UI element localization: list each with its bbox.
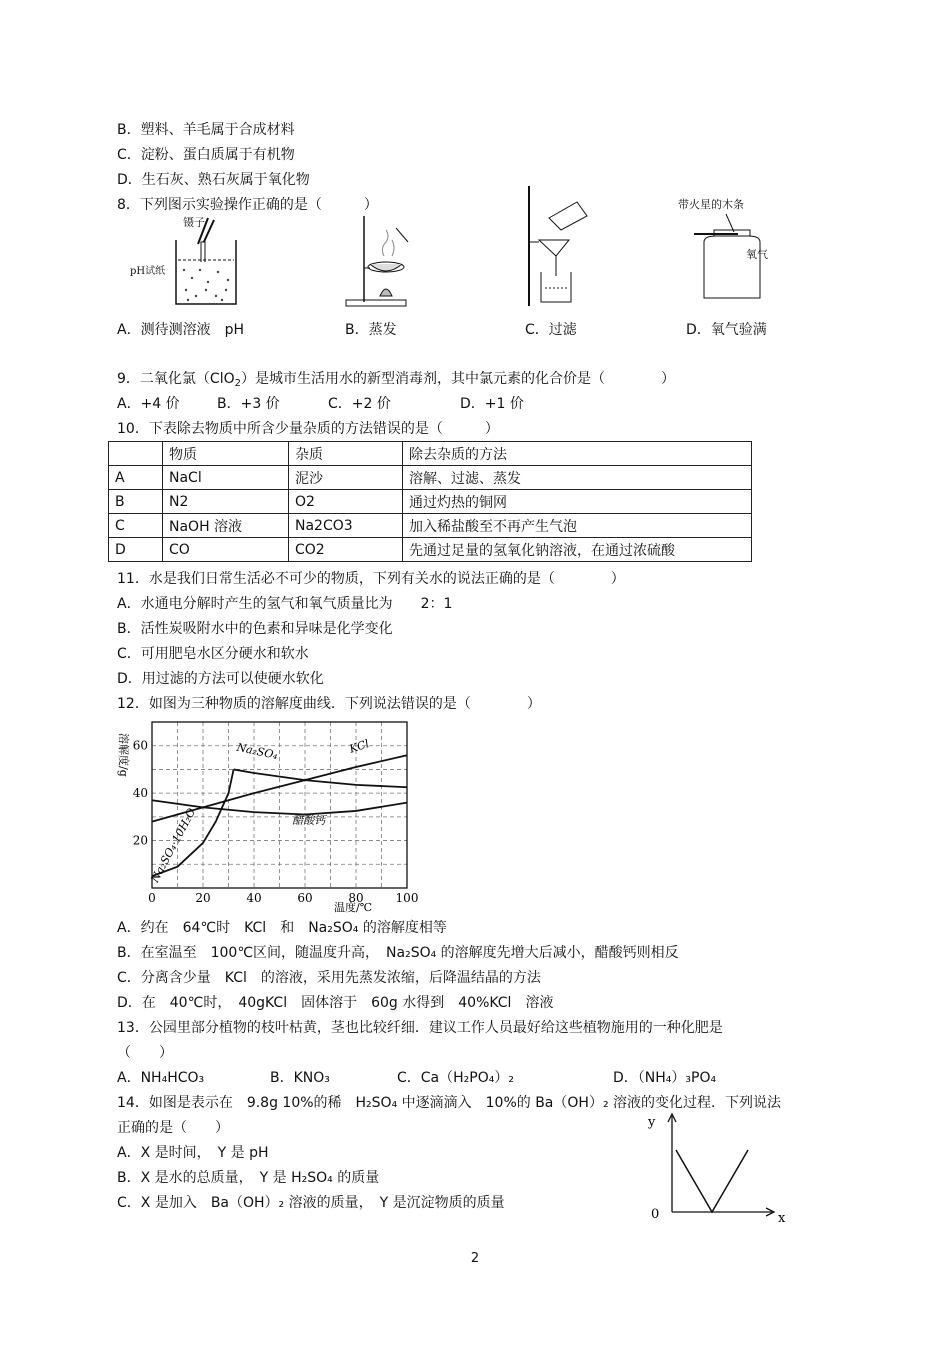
q8-option-a: A．测待测溶液 pH [117,322,244,338]
table-header: 杂质 [289,442,403,466]
q13-option-d: D．（NH₄）₃PO₄ [613,1070,717,1086]
table-row: C NaOH 溶液 Na2CO3 加入稀盐酸至不再产生气泡 [109,514,752,538]
x-tick-label: 20 [195,891,211,905]
x-tick-label: 100 [395,891,419,905]
q12-option-b: B．在室温至 100℃区间，随温度升高， Na₂SO₄ 的溶解度先增大后减小，醋酸钙则相反 [117,945,679,961]
q11-option-d: D．用过滤的方法可以使硬水软化 [117,671,324,687]
series-label: Na₂SO₄·10H₂O [148,806,199,885]
q7-option-c: C．淀粉、蛋白质属于有机物 [117,147,295,163]
q7-option-d: D．生石灰、熟石灰属于氧化物 [117,172,310,188]
ph-test-figure [128,212,258,312]
y-axis-label: y [648,1115,656,1130]
x-ticks [148,891,418,905]
q13-option-b: B．KNO₃ [270,1070,330,1086]
solubility-chart [112,717,422,915]
page-number: 2 [470,1251,480,1266]
xy-chart [640,1108,790,1224]
q9-option-a: A．+4 价 [117,396,180,412]
q8-option-b: B．蒸发 [345,322,397,338]
table-row: B N2 O2 通过灼热的铜网 [109,490,752,514]
series-label: Na₂SO₄ [235,740,279,763]
filtration-figure [515,182,595,312]
q10-stem: 10．下表除去物质中所含少量杂质的方法错误的是（ ） [117,421,499,437]
table-row: A NaCl 泥沙 溶解、过滤、蒸发 [109,466,752,490]
q9-option-c: C．+2 价 [328,396,391,412]
q13-stem: 13．公园里部分植物的枝叶枯黄，茎也比较纤细．建议工作人员最好给这些植物施用的一种化肥是 [117,1020,723,1036]
q12-option-a: A．约在 64℃时 KCl 和 Na₂SO₄ 的溶解度相等 [117,920,447,936]
y-tick-label: 60 [132,738,148,753]
q12-option-c: C．分离含少量 KCl 的溶液，采用先蒸发浓缩，后降温结晶的方法 [117,970,541,986]
q7-option-b: B．塑料、羊毛属于合成材料 [117,122,295,138]
q11-option-b: B．活性炭吸附水中的色素和异味是化学变化 [117,621,393,637]
y-tick-label: 20 [132,833,148,848]
series-line [234,769,407,787]
q14-option-c: C．X 是加入 Ba（OH）₂ 溶液的质量， Y 是沉淀物质的质量 [117,1195,505,1211]
q14-stem-line1: 14．如图是表示在 9.8g 10%的稀 H₂SO₄ 中逐滴滴入 10%的 Ba（OH）₂ 溶液的变化过程．下列说法 [117,1095,781,1111]
ph-paper-label: pH试纸 [130,266,166,277]
y-tick-label: 40 [132,786,148,801]
q13-option-a: A．NH₄HCO₃ [117,1070,205,1086]
q9-stem: 9．二氧化氯（ClO$_2$）是城市生活用水的新型消毒剂，其中氯元素的化合价是（ ） [117,371,675,389]
splint-label: 带火星的木条 [678,198,744,211]
oxygen-test-figure [676,194,786,306]
series-line [676,1150,748,1212]
origin-label: 0 [651,1207,660,1222]
q13-option-c: C．Ca（H₂PO₄）₂ [397,1070,514,1086]
table-header: 物质 [163,442,289,466]
q12-option-d: D．在 40℃时， 40gKCl 固体溶于 60g 水得到 40%KCl 溶液 [117,995,554,1011]
q8-stem: 8．下列图示实验操作正确的是（ ） [117,197,378,213]
evaporation-figure [336,212,426,312]
q9-option-d: D．+1 价 [460,396,524,412]
x-tick-label: 60 [297,891,313,905]
q13-answer-paren: （ ） [117,1045,173,1061]
q14-option-b: B．X 是水的总质量， Y 是 H₂SO₄ 的质量 [117,1170,380,1186]
q9-option-b: B．+3 价 [217,396,280,412]
tweezers-label: 镊子 [183,216,205,229]
x-axis-label: x [778,1211,786,1224]
q14-stem-line2: 正确的是（ ） [117,1120,229,1136]
series-label: 醋酸钙 [292,813,326,827]
q8-option-c: C．过滤 [525,322,577,338]
q11-option-c: C．可用肥皂水区分硬水和软水 [117,646,309,662]
table-header: 除去杂质的方法 [403,442,752,466]
q11-stem: 11．水是我们日常生活必不可少的物质，下列有关水的说法正确的是（ ） [117,571,625,587]
oxygen-label: 氧气 [746,248,768,261]
table-header [109,442,163,466]
y-axis-label: 溶解度/g [117,733,130,777]
x-axis-label: 温度/℃ [334,901,373,914]
q8-option-d: D．氧气验满 [686,322,767,338]
table-row: D CO CO2 先通过足量的氢氧化钠溶液，在通过浓硫酸 [109,538,752,562]
table-header-row [109,442,752,466]
x-tick-label: 0 [148,891,156,905]
q11-option-a: A．水通电分解时产生的氢气和氧气质量比为 2：1 [117,596,453,612]
q12-stem: 12．如图为三种物质的溶解度曲线．下列说法错误的是（ ） [117,696,541,712]
impurity-table [108,441,752,562]
x-tick-label: 80 [348,891,364,905]
q14-option-a: A．X 是时间， Y 是 pH [117,1145,269,1161]
x-tick-label: 40 [246,891,262,905]
y-ticks [133,739,148,848]
series-label: KCl [347,737,371,756]
